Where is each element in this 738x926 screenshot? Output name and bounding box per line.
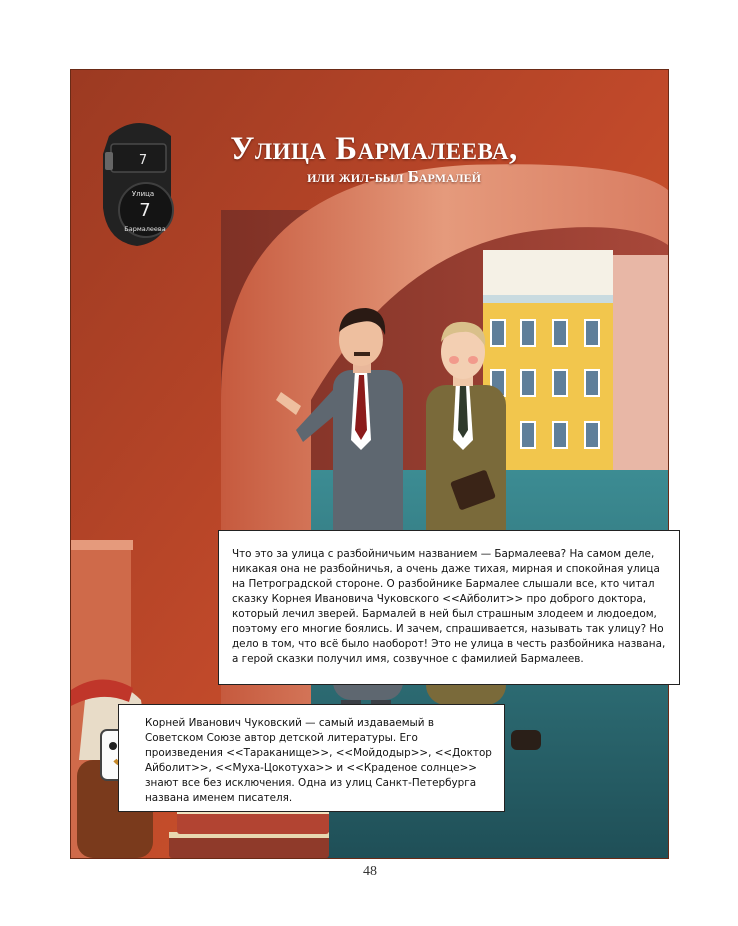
street-sign-text [103,136,173,246]
page-title: Улица Бармалеева, [230,131,518,167]
main-text-box [218,530,680,685]
title-block [209,130,539,186]
sign-word: Улица [131,190,155,198]
page-subtitle: или жил-был Бармалей [307,167,481,186]
aside-text-box [118,704,505,812]
sign-street: Бармалеева [124,225,166,233]
aside-text: Корней Иванович Чуковский — самый издаваемый в Советском Союзе автор детской литературы. Его произведения <<Тараканище>>, <<Мойдодыр>>, <<Доктор Айболит>>, <<Муха-Цокотуха>> и <<Краденое солнце>> знают все без исключения. Одна из улиц Санкт-Петербурга названа именем писателя. [145,717,492,804]
page-number: 48 [363,864,377,879]
sign-number: 7 [139,200,151,221]
main-text: Что это за улица с разбойничьим названием — Бармалеева? На самом деле, никакая она не разбойничья, а очень даже тихая, мирная и спокойная улица на Петроградской стороне. О разбойнике Бармалее слышали все, кто читал сказку Корнея Ивановича Чуковского <<Айболит>> про доброго доктора, который лечил зверей. Бармалей в ней был страшным злодеем и людоедом, поэтому его многие боялись. И зачем, спрашивается, называть так улицу? Но дело в том, что всё было наоборот! Это не улица в честь разбойника названа, а герой сказки получил имя, созвучное с фамилией Бармалеев. [232,548,666,665]
sign-number-top: 7 [138,153,148,168]
